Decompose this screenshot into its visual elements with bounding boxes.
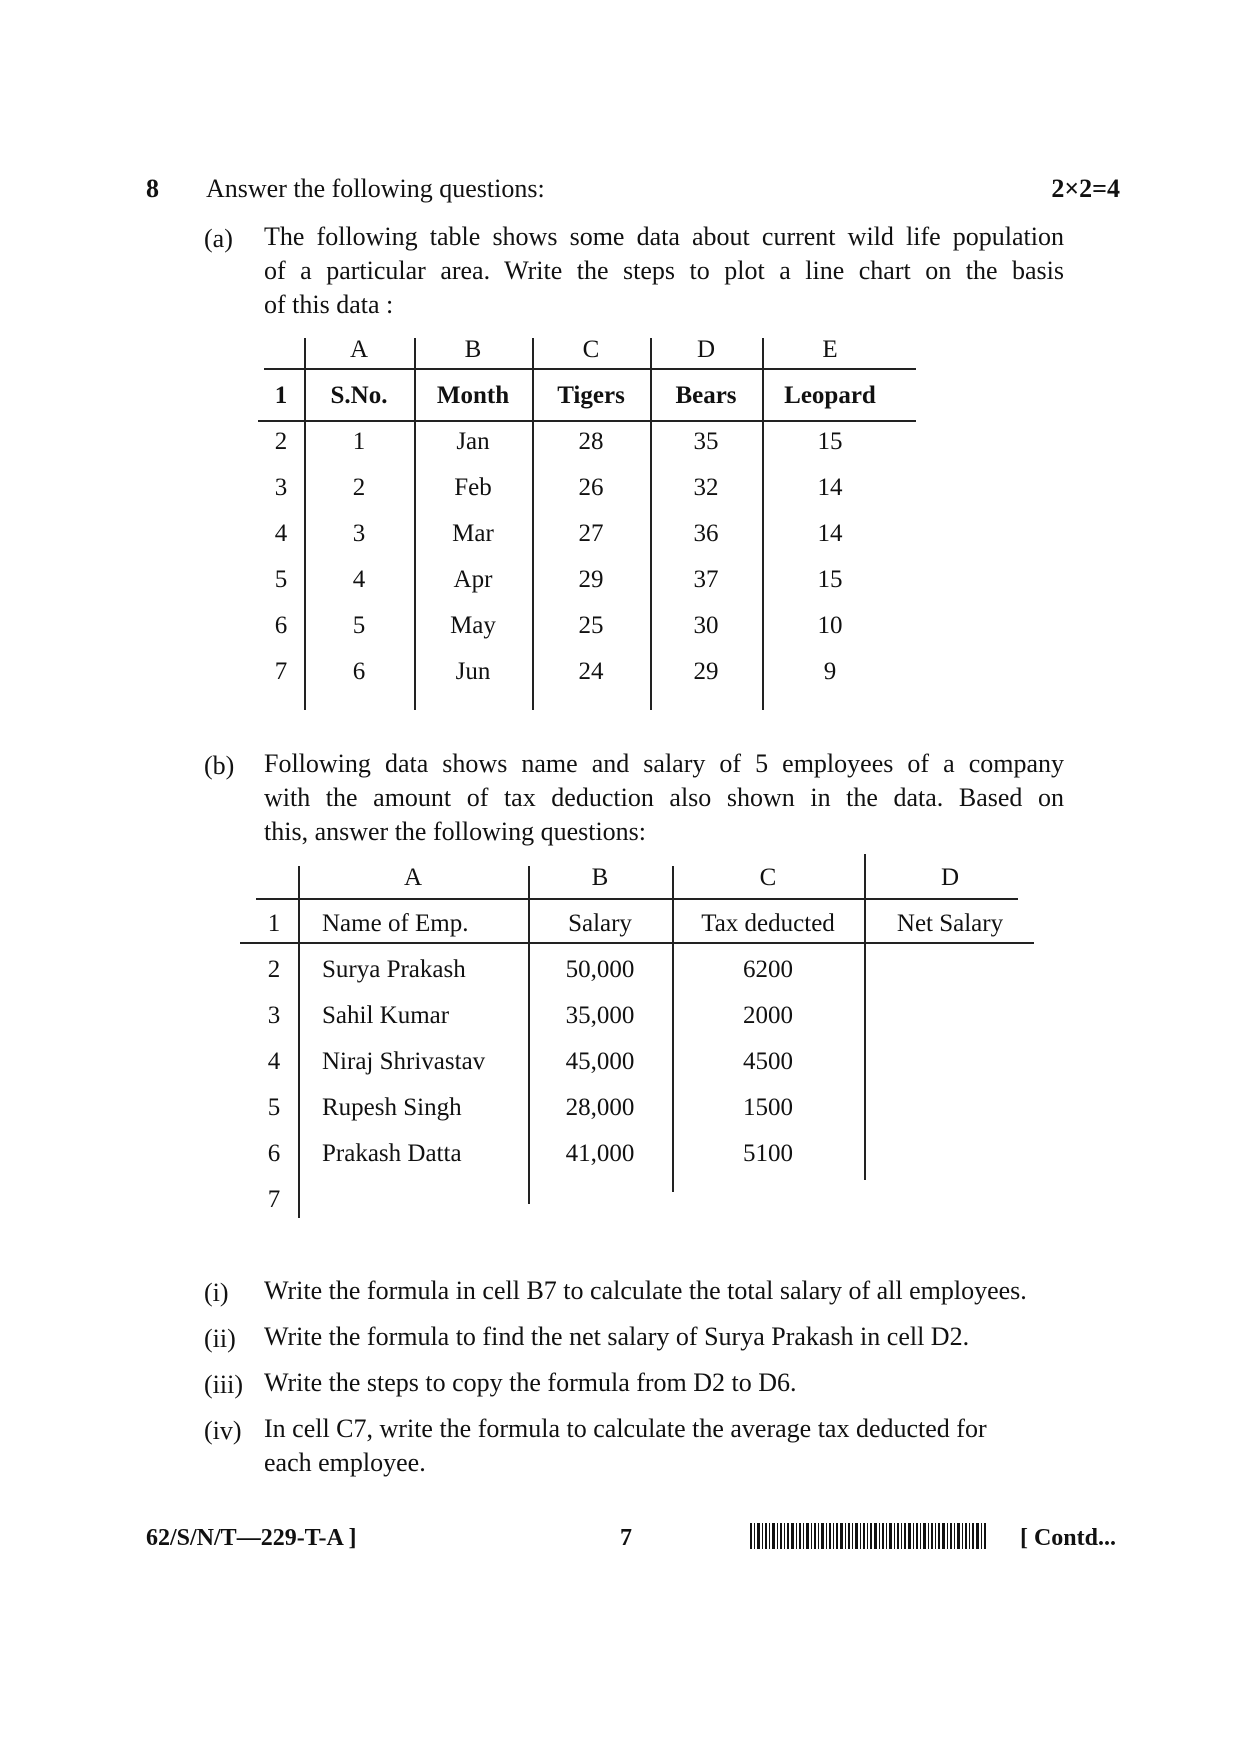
header-net-salary: Net Salary — [896, 910, 1004, 937]
row-number: 5 — [267, 1094, 281, 1121]
col-letter-c: C — [759, 864, 777, 891]
table-cell: Apr — [453, 566, 493, 593]
question-text: Answer the following questions: — [206, 174, 545, 203]
row-number: 1 — [274, 382, 288, 409]
col-letter-e: E — [822, 336, 838, 363]
table-cell: 29 — [693, 658, 719, 685]
table-cell: 5 — [352, 612, 366, 639]
table-cell: 1 — [352, 428, 366, 455]
subq-label: (iv) — [204, 1416, 242, 1445]
table-cell: 9 — [823, 658, 837, 685]
table-cell: 45,000 — [565, 1048, 635, 1075]
col-letter-d: D — [940, 864, 960, 891]
row-number: 4 — [267, 1048, 281, 1075]
table-cell: 35 — [693, 428, 719, 455]
table-cell: 25 — [578, 612, 604, 639]
part-a-line-3: of this data : — [264, 290, 394, 319]
header-name-of-emp: Name of Emp. — [322, 910, 469, 937]
table-cell: 26 — [578, 474, 604, 501]
header-month: Month — [436, 382, 510, 409]
header-leopard: Leopard — [784, 382, 876, 409]
table-cell: 6 — [352, 658, 366, 685]
table-cell: 29 — [578, 566, 604, 593]
table-cell: 2000 — [743, 1002, 793, 1029]
table-cell: 6200 — [743, 956, 793, 983]
question-marks: 2×2=4 — [1051, 174, 1120, 203]
part-a-label: (a) — [204, 224, 233, 253]
table-cell: 5100 — [743, 1140, 793, 1167]
table-cell: 14 — [817, 474, 843, 501]
table-cell: May — [450, 612, 496, 639]
table-cell: 3 — [352, 520, 366, 547]
row-number: 3 — [274, 474, 288, 501]
question-number: 8 — [146, 174, 159, 203]
table-cell: 37 — [693, 566, 719, 593]
row-number: 3 — [267, 1002, 281, 1029]
table-cell: 24 — [578, 658, 604, 685]
table-cell: Jun — [455, 658, 491, 685]
row-number: 2 — [267, 956, 281, 983]
subq-text — [264, 1412, 1064, 1480]
row-number: 5 — [274, 566, 288, 593]
col-letter-c: C — [582, 336, 600, 363]
table-cell: Prakash Datta — [322, 1140, 462, 1167]
table-cell: Feb — [454, 474, 492, 501]
row-number: 2 — [274, 428, 288, 455]
table-cell: Rupesh Singh — [322, 1094, 462, 1121]
paper-code: 62/S/N/T—229-T-A ] — [146, 1525, 357, 1551]
table-cell: 15 — [817, 566, 843, 593]
table-cell: 32 — [693, 474, 719, 501]
table-cell: Mar — [452, 520, 494, 547]
col-letter-d: D — [696, 336, 716, 363]
part-b-line-1: Following data shows name and salary of 5 employees of a company — [264, 749, 1064, 778]
table-cell: 28,000 — [565, 1094, 635, 1121]
header-tax-deducted: Tax deducted — [701, 910, 835, 937]
table-cell: 50,000 — [565, 956, 635, 983]
part-b-line-3: this, answer the following questions: — [264, 817, 647, 846]
header-tigers: Tigers — [557, 382, 625, 409]
table-cell: 4 — [352, 566, 366, 593]
header-salary: Salary — [568, 910, 632, 937]
header-sno: S.No. — [330, 382, 388, 409]
row-number: 1 — [267, 910, 281, 937]
page-number: 7 — [620, 1525, 632, 1551]
row-number: 6 — [267, 1140, 281, 1167]
table-cell: 36 — [693, 520, 719, 547]
col-letter-a: A — [349, 336, 369, 363]
table-cell: 27 — [578, 520, 604, 547]
table-cell: 28 — [578, 428, 604, 455]
subq-text: Write the steps to copy the formula from D2 to D6. — [264, 1368, 797, 1397]
table-cell: 15 — [817, 428, 843, 455]
header-bears: Bears — [675, 382, 737, 409]
table-cell: Sahil Kumar — [322, 1002, 450, 1029]
part-b-label: (b) — [204, 751, 235, 780]
part-b-line-2: with the amount of tax deduction also shown in the data. Based on — [264, 783, 1064, 812]
row-number: 7 — [274, 658, 288, 685]
table-cell: 14 — [817, 520, 843, 547]
row-number: 4 — [274, 520, 288, 547]
subq-text: Write the formula in cell B7 to calculate the total salary of all employees. — [264, 1276, 1027, 1305]
table-cell: Jan — [456, 428, 490, 455]
row-number: 7 — [267, 1186, 281, 1213]
table-cell: Surya Prakash — [322, 956, 466, 983]
subq-text: Write the formula to find the net salary of Surya Prakash in cell D2. — [264, 1322, 970, 1351]
subq-label: (iii) — [204, 1370, 243, 1399]
table-cell: 2 — [352, 474, 366, 501]
table-cell: 1500 — [743, 1094, 793, 1121]
part-a-line-2: of a particular area. Write the steps to plot a line chart on the basis — [264, 256, 1064, 285]
table-cell: Niraj Shrivastav — [322, 1048, 486, 1075]
col-letter-a: A — [403, 864, 423, 891]
table-cell: 35,000 — [565, 1002, 635, 1029]
table-cell: 30 — [693, 612, 719, 639]
table-cell: 10 — [817, 612, 843, 639]
subq-line: each employee. — [264, 1448, 426, 1477]
row-number: 6 — [274, 612, 288, 639]
part-a-line-1: The following table shows some data about current wild life population — [264, 222, 1064, 251]
subq-line: In cell C7, write the formula to calculate the average tax deducted for — [264, 1414, 987, 1443]
col-letter-b: B — [591, 864, 609, 891]
col-letter-b: B — [464, 336, 482, 363]
subq-label: (ii) — [204, 1324, 236, 1353]
table-cell: 41,000 — [565, 1140, 635, 1167]
subq-label: (i) — [204, 1278, 229, 1307]
contd-label: [ Contd... — [1019, 1525, 1116, 1551]
table-cell: 4500 — [743, 1048, 793, 1075]
barcode — [750, 1523, 986, 1549]
